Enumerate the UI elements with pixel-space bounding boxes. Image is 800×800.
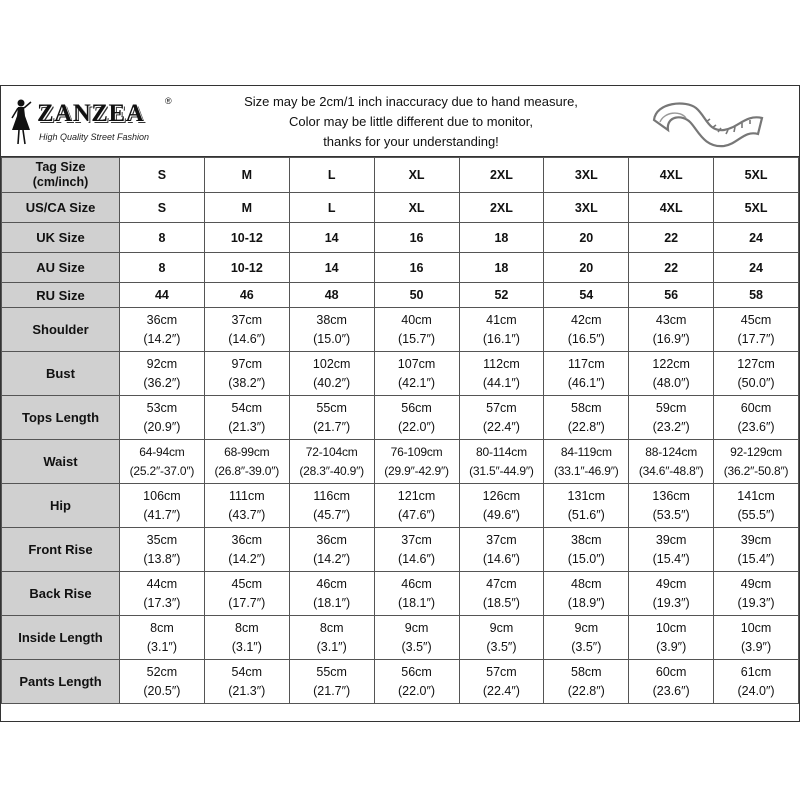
- measurement-cell: [120, 308, 205, 352]
- cm-value: 36cm: [231, 532, 263, 547]
- inch-value: (21.7″): [313, 419, 351, 434]
- measurement-row: [2, 660, 799, 704]
- inch-value: (13.8″): [143, 551, 181, 566]
- cm-value: 39cm: [655, 532, 687, 547]
- cm-value: 9cm: [489, 620, 514, 635]
- cm-value: 106cm: [143, 488, 181, 503]
- cm-value: 76-109cm: [390, 444, 443, 459]
- inch-value: (3.1″): [231, 639, 262, 654]
- measurement-cell: [120, 616, 205, 660]
- measurement-cell: [544, 660, 629, 704]
- measurement-cell: [374, 572, 459, 616]
- inch-value: (18.5″): [482, 595, 520, 610]
- size-row: [2, 158, 799, 193]
- cm-value: 127cm: [737, 356, 775, 371]
- cm-value: 43cm: [655, 312, 687, 327]
- size-cell: M: [204, 158, 289, 193]
- brand-name: ZANZEA: [37, 100, 145, 127]
- size-cell: 46: [204, 283, 289, 308]
- size-cell: 22: [629, 253, 714, 283]
- notice-line: thanks for your understanding!: [323, 134, 499, 149]
- inch-value: (31.5″-44.9″): [469, 463, 534, 478]
- size-cell: 52: [459, 283, 544, 308]
- cm-value: 44cm: [146, 576, 178, 591]
- inch-value: (14.2″): [228, 551, 266, 566]
- size-cell: 22: [629, 223, 714, 253]
- measurement-cell: [544, 528, 629, 572]
- inch-value: (3.1″): [316, 639, 347, 654]
- cm-value: 102cm: [312, 356, 351, 371]
- measurement-cell: [204, 308, 289, 352]
- inch-value: (15.4″): [737, 551, 775, 566]
- inch-value: (43.7″): [228, 507, 266, 522]
- cm-value: 131cm: [567, 488, 606, 503]
- inch-value: (25.2″-37.0″): [129, 463, 195, 478]
- measuring-tape-icon: [646, 92, 766, 152]
- cm-value: 37cm: [486, 532, 517, 547]
- inch-value: (16.9″): [652, 331, 690, 346]
- inch-value: (23.6″): [652, 683, 690, 698]
- measurement-cell: [629, 660, 714, 704]
- inch-value: (49.6″): [482, 507, 520, 522]
- cm-value: 58cm: [571, 400, 602, 415]
- size-cell: 54: [544, 283, 629, 308]
- inch-value: (14.6″): [228, 331, 266, 346]
- size-cell: 56: [629, 283, 714, 308]
- cm-value: 84-119cm: [560, 444, 612, 459]
- measurement-cell: [629, 352, 714, 396]
- measurement-row: [2, 352, 799, 396]
- size-cell: 16: [374, 223, 459, 253]
- size-row: [2, 283, 799, 308]
- measurement-row: [2, 528, 799, 572]
- measurement-notice: [191, 92, 631, 152]
- size-cell: 2XL: [459, 193, 544, 223]
- measurement-cell: [289, 484, 374, 528]
- cm-value: 60cm: [740, 400, 772, 415]
- size-table: [1, 157, 799, 704]
- size-cell: XL: [374, 193, 459, 223]
- measurement-cell: [204, 616, 289, 660]
- inch-value: (34.6″-48.8″): [638, 463, 704, 478]
- size-cell: 8: [120, 223, 205, 253]
- cm-value: 36cm: [316, 532, 347, 547]
- inch-value: (17.7″): [228, 595, 266, 610]
- measurement-cell: [374, 616, 459, 660]
- notice-line: Color may be little different due to monitor,: [289, 114, 533, 129]
- cm-value: 72-104cm: [305, 444, 358, 459]
- size-cell: 24: [714, 223, 799, 253]
- cm-value: 10cm: [740, 620, 772, 635]
- cm-value: 38cm: [571, 532, 602, 547]
- measurement-cell: [544, 352, 629, 396]
- size-cell: 4XL: [629, 158, 714, 193]
- measurement-cell: [544, 572, 629, 616]
- inch-value: (46.1″): [567, 375, 605, 390]
- inch-value: (20.5″): [143, 683, 181, 698]
- cm-value: 8cm: [150, 620, 174, 635]
- size-cell: 3XL: [544, 193, 629, 223]
- size-cell: 18: [459, 253, 544, 283]
- inch-value: (3.5″): [486, 639, 517, 654]
- measurement-cell: [204, 352, 289, 396]
- size-cell: 20: [544, 223, 629, 253]
- measurement-cell: [629, 572, 714, 616]
- cm-value: 92cm: [146, 356, 178, 371]
- cm-value: 97cm: [231, 356, 263, 371]
- row-label: AU Size: [2, 253, 120, 283]
- size-cell: 8: [120, 253, 205, 283]
- cm-value: 37cm: [231, 312, 263, 327]
- measurement-cell: [120, 484, 205, 528]
- inch-value: (42.1″): [398, 375, 436, 390]
- size-cell: 24: [714, 253, 799, 283]
- brand-tagline: High Quality Street Fashion: [39, 132, 150, 142]
- measurement-row: [2, 308, 799, 352]
- size-cell: S: [120, 158, 205, 193]
- chart-header: [1, 86, 799, 157]
- measurement-cell: [289, 308, 374, 352]
- inch-value: (14.6″): [398, 551, 436, 566]
- measurement-cell: [714, 572, 799, 616]
- measurement-cell: [544, 308, 629, 352]
- inch-value: (22.0″): [398, 683, 436, 698]
- measurement-cell: [714, 396, 799, 440]
- inch-value: (18.1″): [313, 595, 351, 610]
- measurement-cell: [289, 616, 374, 660]
- cm-value: 40cm: [401, 312, 432, 327]
- inch-value: (29.9″-42.9″): [384, 463, 449, 478]
- cm-value: 64-94cm: [139, 444, 185, 459]
- cm-value: 9cm: [574, 620, 599, 635]
- measurement-cell: [459, 528, 544, 572]
- measurement-row: [2, 484, 799, 528]
- cm-value: 54cm: [231, 400, 263, 415]
- cm-value: 8cm: [235, 620, 259, 635]
- inch-value: (15.4″): [652, 551, 690, 566]
- cm-value: 49cm: [740, 576, 772, 591]
- inch-value: (38.2″): [228, 375, 266, 390]
- size-cell: M: [204, 193, 289, 223]
- size-cell: L: [289, 193, 374, 223]
- inch-value: (16.5″): [567, 331, 605, 346]
- size-cell: 10-12: [204, 253, 289, 283]
- cm-value: 57cm: [486, 664, 517, 679]
- cm-value: 80-114cm: [476, 444, 527, 459]
- cm-value: 9cm: [404, 620, 429, 635]
- inch-value: (23.6″): [737, 419, 775, 434]
- inch-value: (47.6″): [398, 507, 436, 522]
- cm-value: 141cm: [737, 488, 775, 503]
- row-label: Bust: [2, 352, 120, 396]
- inch-value: (14.2″): [143, 331, 181, 346]
- measurement-cell: [289, 660, 374, 704]
- inch-value: (40.2″): [313, 375, 351, 390]
- registered-mark: ®: [165, 96, 172, 106]
- measurement-cell: [629, 308, 714, 352]
- cm-value: 53cm: [146, 400, 178, 415]
- cm-value: 60cm: [655, 664, 687, 679]
- size-cell: S: [120, 193, 205, 223]
- inch-value: (51.6″): [567, 507, 605, 522]
- size-cell: 2XL: [459, 158, 544, 193]
- measurement-cell: [289, 528, 374, 572]
- measurement-cell: [459, 572, 544, 616]
- cm-value: 36cm: [146, 312, 178, 327]
- measurement-cell: [204, 660, 289, 704]
- cm-value: 112cm: [483, 356, 520, 371]
- inch-value: (22.4″): [482, 683, 520, 698]
- inch-value: (14.6″): [482, 551, 520, 566]
- measurement-cell: [204, 396, 289, 440]
- inch-value: (23.2″): [652, 419, 690, 434]
- cm-value: 92-129cm: [730, 444, 782, 459]
- inch-value: (3.5″): [401, 639, 432, 654]
- measurement-cell: [459, 484, 544, 528]
- measurement-cell: [289, 396, 374, 440]
- inch-value: (20.9″): [143, 419, 181, 434]
- row-label: Hip: [2, 484, 120, 528]
- measurement-cell: [204, 528, 289, 572]
- size-cell: 18: [459, 223, 544, 253]
- inch-value: (22.8″): [567, 683, 605, 698]
- cm-value: 121cm: [397, 488, 436, 503]
- measurement-cell: [120, 528, 205, 572]
- inch-value: (26.8″-39.0″): [214, 463, 280, 478]
- size-cell: 16: [374, 253, 459, 283]
- measurement-row: [2, 616, 799, 660]
- measurement-cell: [714, 308, 799, 352]
- inch-value: (15.7″): [398, 331, 436, 346]
- cm-value: 8cm: [319, 620, 344, 635]
- cm-value: 55cm: [316, 400, 347, 415]
- cm-value: 136cm: [652, 488, 690, 503]
- measurement-cell: [714, 616, 799, 660]
- cm-value: 54cm: [231, 664, 263, 679]
- measurement-cell: [374, 660, 459, 704]
- measurement-cell: [714, 352, 799, 396]
- size-cell: 14: [289, 223, 374, 253]
- measurement-cell: [629, 484, 714, 528]
- size-row: [2, 253, 799, 283]
- inch-value: (22.4″): [482, 419, 520, 434]
- inch-value: (36.2″): [143, 375, 181, 390]
- inch-value: (24.0″): [737, 683, 775, 698]
- inch-value: (3.1″): [146, 639, 177, 654]
- measurement-cell: [714, 440, 799, 484]
- row-label: US/CA Size: [2, 193, 120, 223]
- row-label: UK Size: [2, 223, 120, 253]
- measurement-row: [2, 396, 799, 440]
- cm-value: 39cm: [740, 532, 772, 547]
- cm-value: 41cm: [486, 312, 517, 327]
- measurement-cell: [289, 352, 374, 396]
- cm-value: 49cm: [655, 576, 687, 591]
- measurement-cell: [374, 396, 459, 440]
- measurement-cell: [629, 396, 714, 440]
- size-cell: 10-12: [204, 223, 289, 253]
- inch-value: (19.3″): [652, 595, 690, 610]
- brand-logo: [7, 96, 177, 148]
- measurement-cell: [374, 352, 459, 396]
- inch-value: (36.2″-50.8″): [723, 463, 789, 478]
- cm-value: 59cm: [655, 400, 687, 415]
- size-cell: 44: [120, 283, 205, 308]
- inch-value: (53.5″): [652, 507, 690, 522]
- row-label: Tops Length: [2, 396, 120, 440]
- measurement-cell: [714, 660, 799, 704]
- row-label: Back Rise: [2, 572, 120, 616]
- measurement-cell: [204, 484, 289, 528]
- cm-value: 35cm: [146, 532, 178, 547]
- inch-value: (41.7″): [143, 507, 181, 522]
- size-cell: 5XL: [714, 158, 799, 193]
- cm-value: 46cm: [316, 576, 347, 591]
- cm-value: 107cm: [397, 356, 436, 371]
- size-row: [2, 193, 799, 223]
- cm-value: 68-99cm: [224, 444, 270, 459]
- size-chart: [0, 85, 800, 722]
- inch-value: (45.7″): [313, 507, 351, 522]
- cm-value: 52cm: [146, 664, 178, 679]
- measurement-cell: [459, 440, 544, 484]
- inch-value: (21.7″): [313, 683, 351, 698]
- inch-value: (22.8″): [567, 419, 605, 434]
- inch-value: (15.0″): [313, 331, 351, 346]
- inch-value: (18.1″): [398, 595, 436, 610]
- cm-value: 37cm: [401, 532, 432, 547]
- measurement-cell: [204, 440, 289, 484]
- measurement-cell: [204, 572, 289, 616]
- cm-value: 61cm: [740, 664, 772, 679]
- size-cell: L: [289, 158, 374, 193]
- cm-value: 111cm: [228, 488, 265, 503]
- inch-value: (21.3″): [228, 419, 266, 434]
- measurement-cell: [459, 616, 544, 660]
- measurement-cell: [714, 528, 799, 572]
- inch-value: (14.2″): [313, 551, 351, 566]
- row-label: RU Size: [2, 283, 120, 308]
- size-cell: 5XL: [714, 193, 799, 223]
- size-cell: 20: [544, 253, 629, 283]
- row-label: Shoulder: [2, 308, 120, 352]
- measurement-cell: [374, 528, 459, 572]
- row-label: Waist: [2, 440, 120, 484]
- measurement-row: [2, 440, 799, 484]
- size-cell: XL: [374, 158, 459, 193]
- inch-value: (33.1″-46.9″): [554, 463, 619, 478]
- measurement-cell: [289, 572, 374, 616]
- size-cell: 50: [374, 283, 459, 308]
- inch-value: (3.9″): [656, 639, 687, 654]
- measurement-cell: [544, 484, 629, 528]
- cm-value: 88-124cm: [645, 444, 698, 459]
- measurement-cell: [544, 616, 629, 660]
- size-cell: 3XL: [544, 158, 629, 193]
- cm-value: 58cm: [571, 664, 602, 679]
- measurement-cell: [459, 660, 544, 704]
- measurement-cell: [374, 308, 459, 352]
- inch-value: (50.0″): [737, 375, 775, 390]
- cm-value: 10cm: [655, 620, 687, 635]
- inch-value: (28.3″-40.9″): [299, 463, 364, 478]
- cm-value: 45cm: [231, 576, 263, 591]
- inch-value: (16.1″): [482, 331, 520, 346]
- cm-value: 56cm: [401, 664, 432, 679]
- cm-value: 56cm: [401, 400, 432, 415]
- inch-value: (55.5″): [737, 507, 775, 522]
- measurement-cell: [544, 440, 629, 484]
- cm-value: 45cm: [740, 312, 772, 327]
- size-row: [2, 223, 799, 253]
- cm-value: 47cm: [486, 576, 517, 591]
- row-label: Inside Length: [2, 616, 120, 660]
- measurement-cell: [459, 352, 544, 396]
- fashion-figure-icon: [9, 98, 33, 146]
- measurement-cell: [120, 352, 205, 396]
- size-cell: 14: [289, 253, 374, 283]
- measurement-cell: [374, 484, 459, 528]
- measurement-cell: [459, 308, 544, 352]
- inch-value: (21.3″): [228, 683, 266, 698]
- cm-value: 48cm: [571, 576, 602, 591]
- measurement-cell: [289, 440, 374, 484]
- cm-value: 122cm: [652, 356, 690, 371]
- measurement-cell: [714, 484, 799, 528]
- measurement-row: [2, 572, 799, 616]
- cm-value: 46cm: [401, 576, 432, 591]
- cm-value: 57cm: [486, 400, 517, 415]
- inch-value: (3.5″): [571, 639, 602, 654]
- cm-value: 116cm: [313, 488, 350, 503]
- measurement-cell: [120, 396, 205, 440]
- measurement-cell: [459, 396, 544, 440]
- inch-value: (18.9″): [567, 595, 605, 610]
- measurement-cell: [120, 660, 205, 704]
- inch-value: (15.0″): [567, 551, 605, 566]
- measurement-cell: [629, 616, 714, 660]
- row-label: Front Rise: [2, 528, 120, 572]
- size-cell: 58: [714, 283, 799, 308]
- inch-value: (19.3″): [737, 595, 775, 610]
- inch-value: (3.9″): [740, 639, 772, 654]
- size-cell: 48: [289, 283, 374, 308]
- cm-value: 55cm: [316, 664, 347, 679]
- measurement-cell: [629, 440, 714, 484]
- measurement-cell: [374, 440, 459, 484]
- cm-value: 117cm: [568, 356, 605, 371]
- inch-value: (48.0″): [652, 375, 690, 390]
- measurement-cell: [120, 572, 205, 616]
- row-label: Pants Length: [2, 660, 120, 704]
- inch-value: (17.7″): [737, 331, 775, 346]
- cm-value: 38cm: [316, 312, 347, 327]
- inch-value: (22.0″): [398, 419, 436, 434]
- inch-value: (17.3″): [143, 595, 181, 610]
- notice-line: Size may be 2cm/1 inch inaccuracy due to hand measure,: [244, 94, 578, 109]
- inch-value: (44.1″): [482, 375, 520, 390]
- measurement-cell: [120, 440, 205, 484]
- measurement-cell: [629, 528, 714, 572]
- cm-value: 42cm: [571, 312, 602, 327]
- measurement-cell: [544, 396, 629, 440]
- row-label: Tag Size (cm/inch): [2, 158, 120, 193]
- cm-value: 126cm: [482, 488, 521, 503]
- size-cell: 4XL: [629, 193, 714, 223]
